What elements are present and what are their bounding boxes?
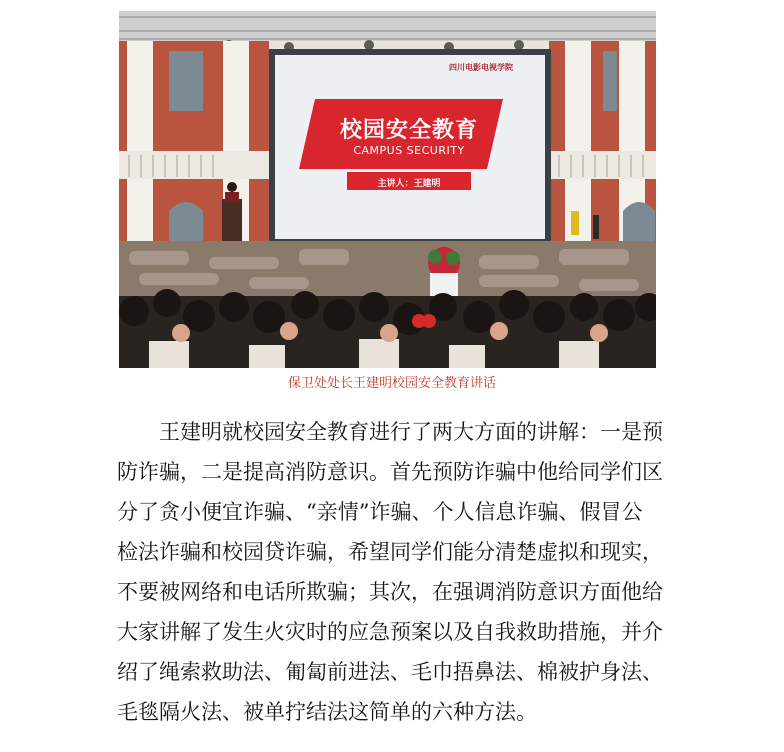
- photo-caption: 保卫处处长王建明校园安全教育讲话: [287, 376, 496, 391]
- article-line: 分了贪小便宜诈骗、“亲情”诈骗、个人信息诈骗、假冒公: [117, 500, 643, 524]
- event-photo: [119, 11, 656, 368]
- article-line: 检法诈骗和校园贷诈骗，希望同学们能分清楚虚拟和现实，: [117, 540, 663, 564]
- article-line: 毛毯隔火法、被单拧结法这简单的六种方法。: [117, 700, 537, 724]
- article-line: 大家讲解了发生火灾时的应急预案以及自我救助措施，并介: [117, 620, 663, 644]
- article-line: 不要被网络和电话所欺骗；其次，在强调消防意识方面他给: [117, 580, 663, 604]
- screen-logo-text: 四川电影电视学院: [449, 63, 513, 72]
- screen-subtitle: CAMPUS SECURITY: [353, 144, 465, 157]
- article-line: 绍了绳索救助法、匍匐前进法、毛巾捂鼻法、棉被护身法、: [117, 660, 663, 684]
- screen-speaker: 主讲人：王建明: [377, 179, 441, 189]
- screen-title: 校园安全教育: [339, 118, 478, 143]
- article-line: 防诈骗，二是提高消防意识。首先预防诈骗中他给同学们区: [117, 460, 663, 484]
- event-photo-illustration: [119, 11, 656, 368]
- article-line: 王建明就校园安全教育进行了两大方面的讲解：一是预: [117, 420, 663, 444]
